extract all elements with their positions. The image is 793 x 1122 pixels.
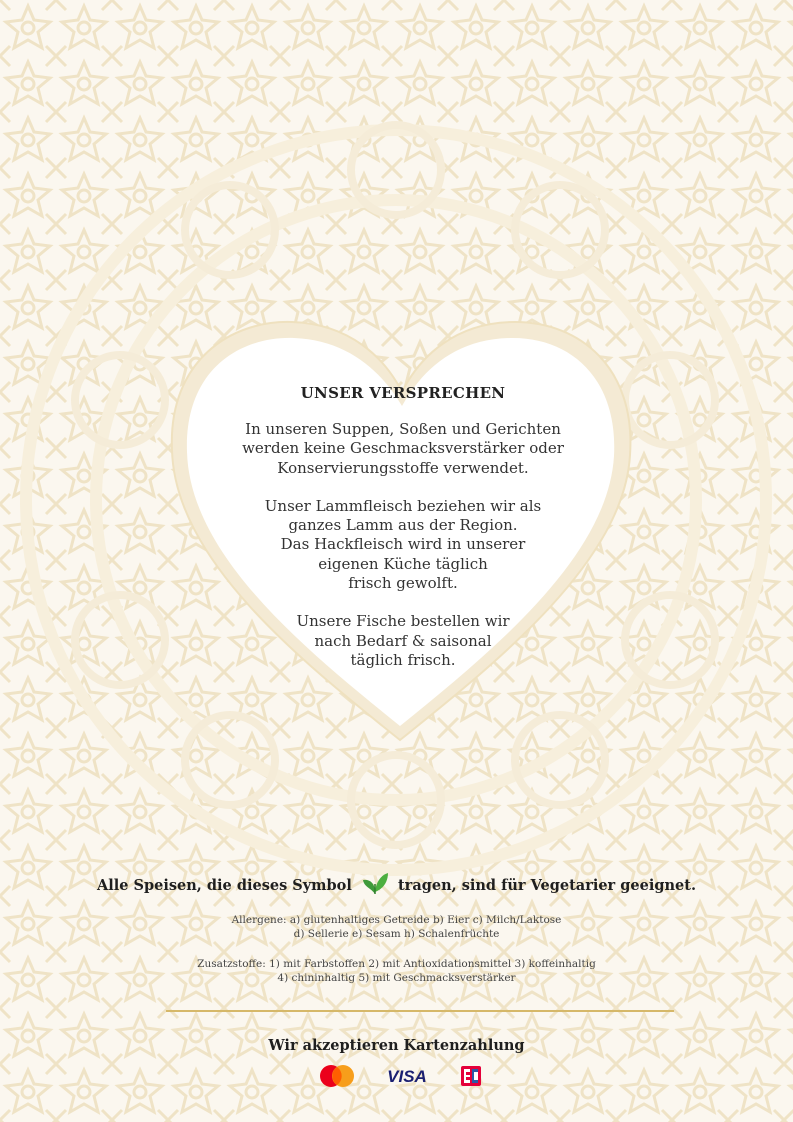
vegetarian-note: [0, 876, 793, 896]
promise-line: nach Bedarf & saisonal: [314, 631, 492, 650]
allergens-line: d) Sellerie e) Sesam h) Schalenfrüchte: [293, 928, 500, 940]
vegetarian-note-after: tragen, sind für Vegetarier geeignet.: [397, 877, 696, 894]
promise-section: [200, 384, 606, 689]
additives-info: [0, 957, 793, 985]
visa-label: VISA: [387, 1067, 427, 1086]
additives-line: Zusatzstoffe: 1) mit Farbstoffen 2) mit Antioxidationsmittel 3) koffeinhaltig: [197, 958, 596, 970]
promise-paragraph-3: [200, 612, 606, 670]
promise-line: Das Hackfleisch wird in unserer: [280, 535, 526, 554]
promise-line: Unser Lammfleisch beziehen wir als: [264, 496, 542, 515]
promise-line: Unsere Fische bestellen wir: [296, 612, 510, 631]
vegetarian-note-before: Alle Speisen, die dieses Symbol: [96, 877, 352, 894]
allergens-line: Allergene: a) glutenhaltiges Getreide b) Eier c) Milch/Laktose: [231, 914, 562, 926]
payment-cards: [0, 1063, 793, 1091]
promise-line: Konservierungsstoffe verwendet.: [277, 458, 529, 477]
additives-line: 4) chininhaltig 5) mit Geschmacksverstärker: [277, 972, 516, 984]
promise-line: werden keine Geschmacksverstärker oder: [242, 439, 564, 458]
promise-paragraph-1: [200, 420, 606, 478]
leaf-icon: [361, 870, 389, 896]
promise-line: ganzes Lamm aus der Region.: [288, 516, 518, 535]
payment-title: Wir akzeptieren Kartenzahlung: [268, 1037, 525, 1054]
promise-line: frisch gewolft.: [348, 574, 458, 593]
ec-card-icon: [460, 1063, 482, 1089]
promise-line: In unseren Suppen, Soßen und Gerichten: [245, 420, 561, 438]
promise-paragraph-2: [200, 497, 606, 593]
promise-title: UNSER VERSPRECHEN: [300, 384, 506, 402]
visa-icon: [384, 1063, 430, 1089]
mastercard-icon: [318, 1063, 356, 1089]
allergens-info: [0, 913, 793, 941]
promise-line: täglich frisch.: [350, 650, 456, 669]
promise-line: eigenen Küche täglich: [318, 554, 488, 573]
divider-line: [166, 1010, 674, 1012]
